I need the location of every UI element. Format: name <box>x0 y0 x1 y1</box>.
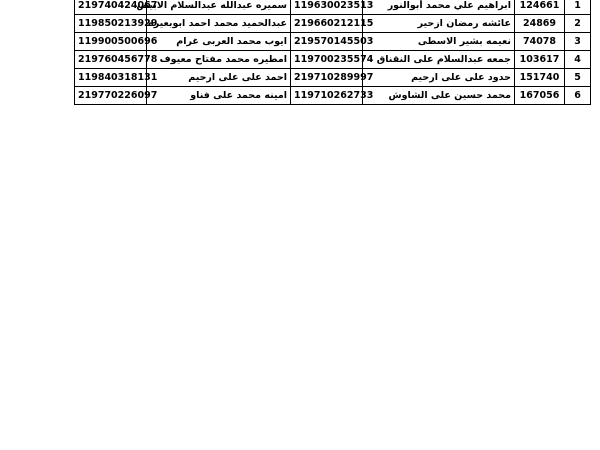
cell-row-number: 2 <box>565 15 591 33</box>
cell-name-1: جمعه عبدالسلام على النقناق <box>363 51 515 69</box>
cell-name-2: احمد على على ارحيم <box>147 69 291 87</box>
cell-phone-2: 119850213929 <box>75 15 147 33</box>
cell-name-1: محمد حسين على الشاوش <box>363 87 515 105</box>
cell-name-2: عبدالحميد محمد احمد ابوبعيره <box>147 15 291 33</box>
cell-phone-1: 219570145503 <box>291 33 363 51</box>
cell-phone-1: 219660212115 <box>291 15 363 33</box>
cell-name-1: نعيمه بشير الاسطى <box>363 33 515 51</box>
cell-id: 74078 <box>515 33 565 51</box>
cell-phone-2: 119900500696 <box>75 33 147 51</box>
cell-name-1: حدود على على ارحيم <box>363 69 515 87</box>
table-row <box>75 15 591 33</box>
table-row <box>75 0 591 15</box>
records-table <box>74 0 591 105</box>
cell-name-1: ابراهيم علي محمد أبوالنور <box>363 0 515 15</box>
table-row <box>75 69 591 87</box>
cell-phone-1: 119710262733 <box>291 87 363 105</box>
cell-phone-1: 119630023513 <box>291 0 363 15</box>
table-row <box>75 87 591 105</box>
cell-phone-2: 219760456778 <box>75 51 147 69</box>
cell-name-2: ايوب محمد العربى غرام <box>147 33 291 51</box>
cell-name-2: امينه محمد على فناو <box>147 87 291 105</box>
cell-id: 151740 <box>515 69 565 87</box>
cell-id: 24869 <box>515 15 565 33</box>
cell-row-number: 5 <box>565 69 591 87</box>
cell-name-2: امطيره محمد مفتاح معيوف <box>147 51 291 69</box>
cell-id: 124661 <box>515 0 565 15</box>
cell-id: 103617 <box>515 51 565 69</box>
cell-row-number: 6 <box>565 87 591 105</box>
cell-phone-2: 219740424067 <box>75 0 147 15</box>
table-row <box>75 33 591 51</box>
cell-phone-1: 219710289997 <box>291 69 363 87</box>
table-row <box>75 51 591 69</box>
cell-phone-1: 119700235574 <box>291 51 363 69</box>
cell-row-number: 3 <box>565 33 591 51</box>
cell-name-2: سميره عبدالله عبدالسلام الابيض <box>147 0 291 15</box>
cell-name-1: عائشه رمضان ازحير <box>363 15 515 33</box>
cell-row-number: 4 <box>565 51 591 69</box>
cell-row-number: 1 <box>565 0 591 15</box>
cell-phone-2: 219770226097 <box>75 87 147 105</box>
cell-phone-2: 119840318131 <box>75 69 147 87</box>
cell-id: 167056 <box>515 87 565 105</box>
